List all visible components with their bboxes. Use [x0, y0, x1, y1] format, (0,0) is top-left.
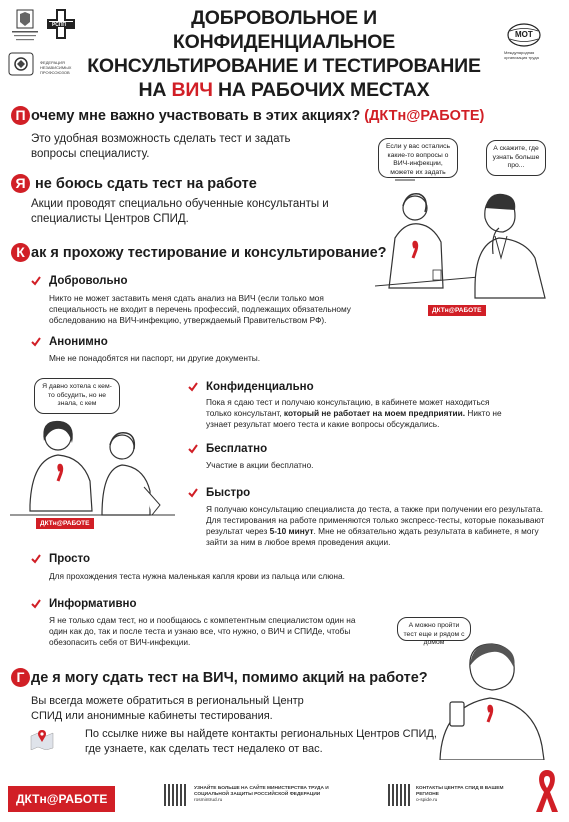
item-informative-body: Я не только сдам тест, но и пообщаюсь с компетентным специалистом один на один как до, так и после теста и узнаю все, что нужно, о ВИЧ и СПИДе, чтобы обезопасить себя от ВИЧ-инфекции.: [49, 615, 356, 647]
item-voluntary-body: Никто не может заставить меня сдать анализ на ВИЧ (если только моя специальность не входит в перечень профессий, подлежащих обязательному обследованию на ВИЧ-инфекцию, утверждаемый Правительством РФ).: [49, 293, 351, 325]
item-anonymous: Анонимно: [31, 336, 108, 348]
item-simple: Просто: [31, 553, 90, 565]
item-simple-body: Для прохождения теста нужна маленькая капля крови из пальца или слюна.: [49, 571, 345, 581]
item-anonymous-body: Мне не понадобятся ни паспорт, ни другие документы.: [49, 353, 261, 363]
item-informative: Информативно: [31, 598, 137, 610]
check-icon: [188, 444, 198, 454]
speech-bubble-consultant: Если у вас остались какие-то вопросы о ВИЧ-инфекции, можете их задать: [378, 138, 458, 178]
item-voluntary: Добровольно: [31, 275, 128, 287]
section1-body: Это удобная возможность сделать тест и задать вопросы специалисту.: [31, 133, 291, 160]
red-ribbon-icon: [534, 768, 560, 814]
ilo-logo: МОТ: [506, 22, 542, 48]
map-pin-icon: [30, 728, 54, 750]
badge-scene1: ДКТн@РАБОТЕ: [428, 305, 486, 316]
women-illustration: [10, 415, 180, 525]
footer-badge: ДКТн@РАБОТЕ: [8, 786, 115, 812]
section3-title: К ак я прохожу тестирование и консультирование?: [11, 243, 387, 262]
section4-link-text: По ссылке ниже вы найдете контакты региональных Центров СПИД, где узнаете, как сделать тест недалеко от вас.: [85, 728, 437, 755]
footer-link-mintrud[interactable]: rosmintrud.ru: [194, 798, 223, 803]
footer-info2: КОНТАКТЫ ЦЕНТРА СПИД В ВАШЕМ РЕГИОНЕ o-spide.ru: [416, 786, 506, 804]
consultation-illustration: [375, 178, 560, 303]
check-icon: [31, 337, 41, 347]
map-icon: [30, 728, 54, 750]
check-icon: [188, 488, 198, 498]
item-confidential: Конфиденциально: [188, 381, 314, 393]
section4-title: Г де я могу сдать тест на ВИЧ, помимо акций на работе?: [11, 668, 428, 687]
item-free: Бесплатно: [188, 443, 267, 455]
item-confidential-body: Пока я сдаю тест и получаю консультацию, в кабинете может находиться только консультант, который не работает на моем предприятии. Никто не узнает результат моего теста и какие вопросы обсуждались.: [206, 397, 502, 429]
section2-title: Я не боюсь сдать тест на работе: [11, 174, 257, 193]
check-icon: [31, 599, 41, 609]
page-title: ДОБРОВОЛЬНОЕ И КОНФИДЕНЦИАЛЬНОЕ КОНСУЛЬТИРОВАНИЕ И ТЕСТИРОВАНИЕ НА ВИЧ НА РАБОЧИХ МЕСТАХ: [87, 7, 481, 101]
footer-link-ospide[interactable]: o-spide.ru: [416, 798, 438, 803]
rspp-text: РСПП: [52, 22, 67, 28]
qr-code-ospide[interactable]: [388, 784, 410, 806]
ilo-caption: Международная организация труда: [504, 50, 539, 60]
fnpr-logo: [8, 52, 34, 76]
item-free-body: Участие в акции бесплатно.: [206, 460, 314, 470]
qr-code-mintrud[interactable]: [164, 784, 186, 806]
ministry-logo: [8, 8, 42, 46]
section2-body: Акции проводят специально обученные консультанты и специалисты Центров СПИД.: [31, 198, 329, 225]
item-fast-body: Я получаю консультацию специалиста до теста, а также при получении его результата. Для тестирования на работе применяются только экспресс-тесты, которые показывают результат через 5-10 минут. Мне не обязательно ждать результата в кабинете, я могу зайти за ним в любое время проведения акции.: [206, 504, 545, 547]
fnpr-emblem-icon: [8, 52, 34, 76]
phone-woman-illustration: [430, 642, 555, 760]
footer-info1: УЗНАЙТЕ БОЛЬШЕ НА САЙТЕ МИНИСТЕРСТВА ТРУДА И СОЦИАЛЬНОЙ ЗАЩИТЫ РОССИЙСКОЙ ФЕДЕРАЦИИ rosmintrud.ru: [194, 786, 364, 804]
item-fast: Быстро: [188, 487, 250, 499]
ministry-emblem-icon: [8, 8, 42, 46]
speech-bubble-phone: А можно пройти тест еще и рядом с домом: [397, 617, 471, 641]
badge-scene2: ДКТн@РАБОТЕ: [36, 518, 94, 529]
speech-bubble-woman: Я давно хотела с кем-то обсудить, но не знала, с кем: [34, 378, 120, 414]
rspp-logo: [46, 8, 76, 44]
section4-body: Вы всегда можете обратиться в региональный Центр СПИД или анонимные кабинеты тестирования.: [31, 695, 304, 722]
speech-bubble-man: А скажите, где узнать больше про...: [486, 140, 546, 176]
section1-title: П очему мне важно участвовать в этих акциях? (ДКТн@РАБОТЕ): [11, 106, 484, 125]
check-icon: [31, 276, 41, 286]
check-icon: [31, 554, 41, 564]
check-icon: [188, 382, 198, 392]
fnpr-caption: ФЕДЕРАЦИЯ НЕЗАВИСИМЫХ ПРОФСОЮЗОВ: [40, 60, 72, 75]
